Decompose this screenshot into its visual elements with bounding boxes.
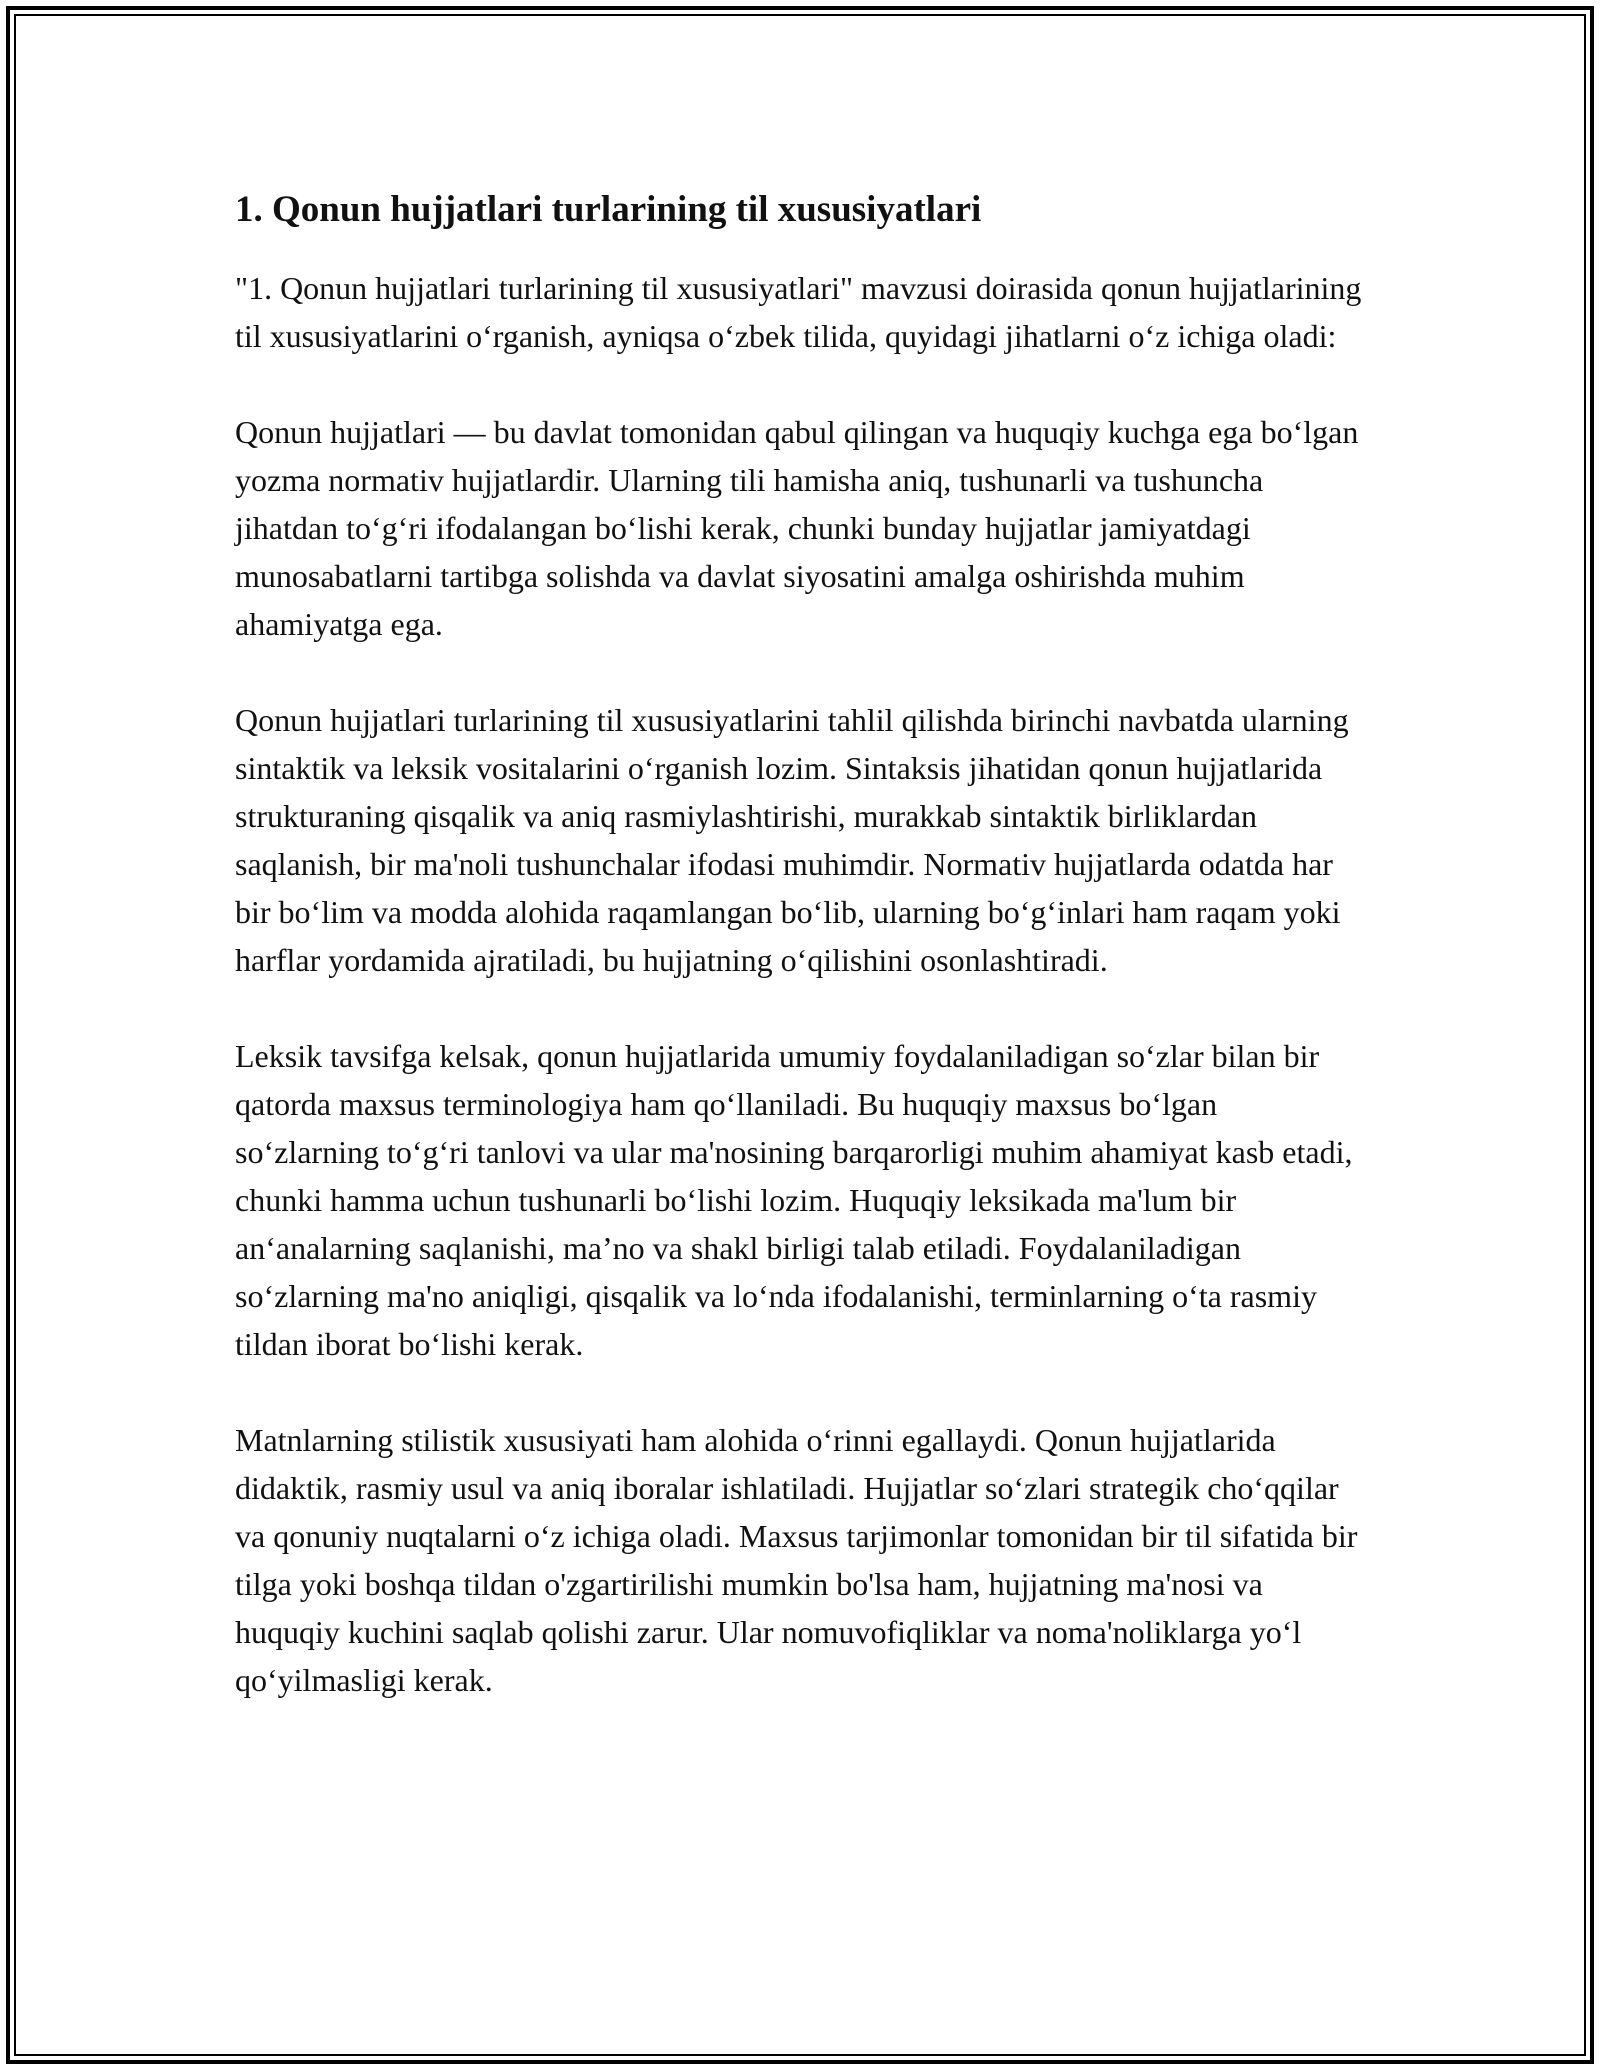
paragraph-intro: "1. Qonun hujjatlari turlarining til xususiyatlari" mavzusi doirasida qonun hujjatlarining til xususiyatlarini oʻrganish, ayniqsa oʻzbek tilida, quyidagi jihatlarni oʻz ichiga oladi: bbox=[235, 270, 1362, 355]
document-title: 1. Qonun hujjatlari turlarining til xususiyatlari bbox=[235, 189, 982, 230]
paragraph-lexical: Leksik tavsifga kelsak, qonun hujjatlarida umumiy foydalaniladigan soʻzlar bilan bir qatorda maxsus terminologiya ham qoʻllaniladi. Bu huquqiy maxsus boʻlgan soʻzlarning toʻgʻri tanlovi va ular ma'nosining barqarorligi muhim ahamiyat kasb etadi, chunki hamma uchun tushunarli boʻlishi lozim. Huquqiy leksikada ma'lum bir anʻanalarning saqlanishi, maʼno va shakl birligi talab etiladi. Foydalaniladigan soʻzlarning ma'no aniqligi, qisqalik va loʻnda ifodalanishi, terminlarning oʻta rasmiy tildan iborat boʻlishi kerak. bbox=[235, 1038, 1353, 1363]
document-body bbox=[235, 186, 1365, 1752]
paragraph-definition: Qonun hujjatlari — bu davlat tomonidan qabul qilingan va huquqiy kuchga ega boʻlgan yozma normativ hujjatlardir. Ularning tili hamisha aniq, tushunarli va tushuncha jihatdan toʻgʻri ifodalangan boʻlishi kerak, chunki bunday hujjatlar jamiyatdagi munosabatlarni tartibga solishda va davlat siyosatini amalga oshirishda muhim ahamiyatga ega. bbox=[235, 414, 1359, 643]
paragraph-syntax: Qonun hujjatlari turlarining til xususiyatlarini tahlil qilishda birinchi navbatda ularning sintaktik va leksik vositalarini oʻrganish lozim. Sintaksis jihatidan qonun hujjatlarida strukturaning qisqalik va aniq rasmiylashtirishi, murakkab sintaktik birliklardan saqlanish, bir ma'noli tushunchalar ifodasi muhimdir. Normativ hujjatlarda odatda har bir boʻlim va modda alohida raqamlangan boʻlib, ularning boʻgʻinlari ham raqam yoki harflar yordamida ajratiladi, bu hujjatning oʻqilishini osonlashtiradi. bbox=[235, 702, 1349, 979]
paragraph-stylistic: Matnlarning stilistik xususiyati ham alohida oʻrinni egallaydi. Qonun hujjatlarida didaktik, rasmiy usul va aniq iboralar ishlatiladi. Hujjatlar soʻzlari strategik choʻqqilar va qonuniy nuqtalarni oʻz ichiga oladi. Maxsus tarjimonlar tomonidan bir til sifatida bir tilga yoki boshqa tildan o'zgartirilishi mumkin bo'lsa ham, hujjatning ma'nosi va huquqiy kuchini saqlab qolishi zarur. Ular nomuvofiqliklar va noma'noliklarga yoʻl qoʻyilmasligi kerak. bbox=[235, 1422, 1358, 1699]
